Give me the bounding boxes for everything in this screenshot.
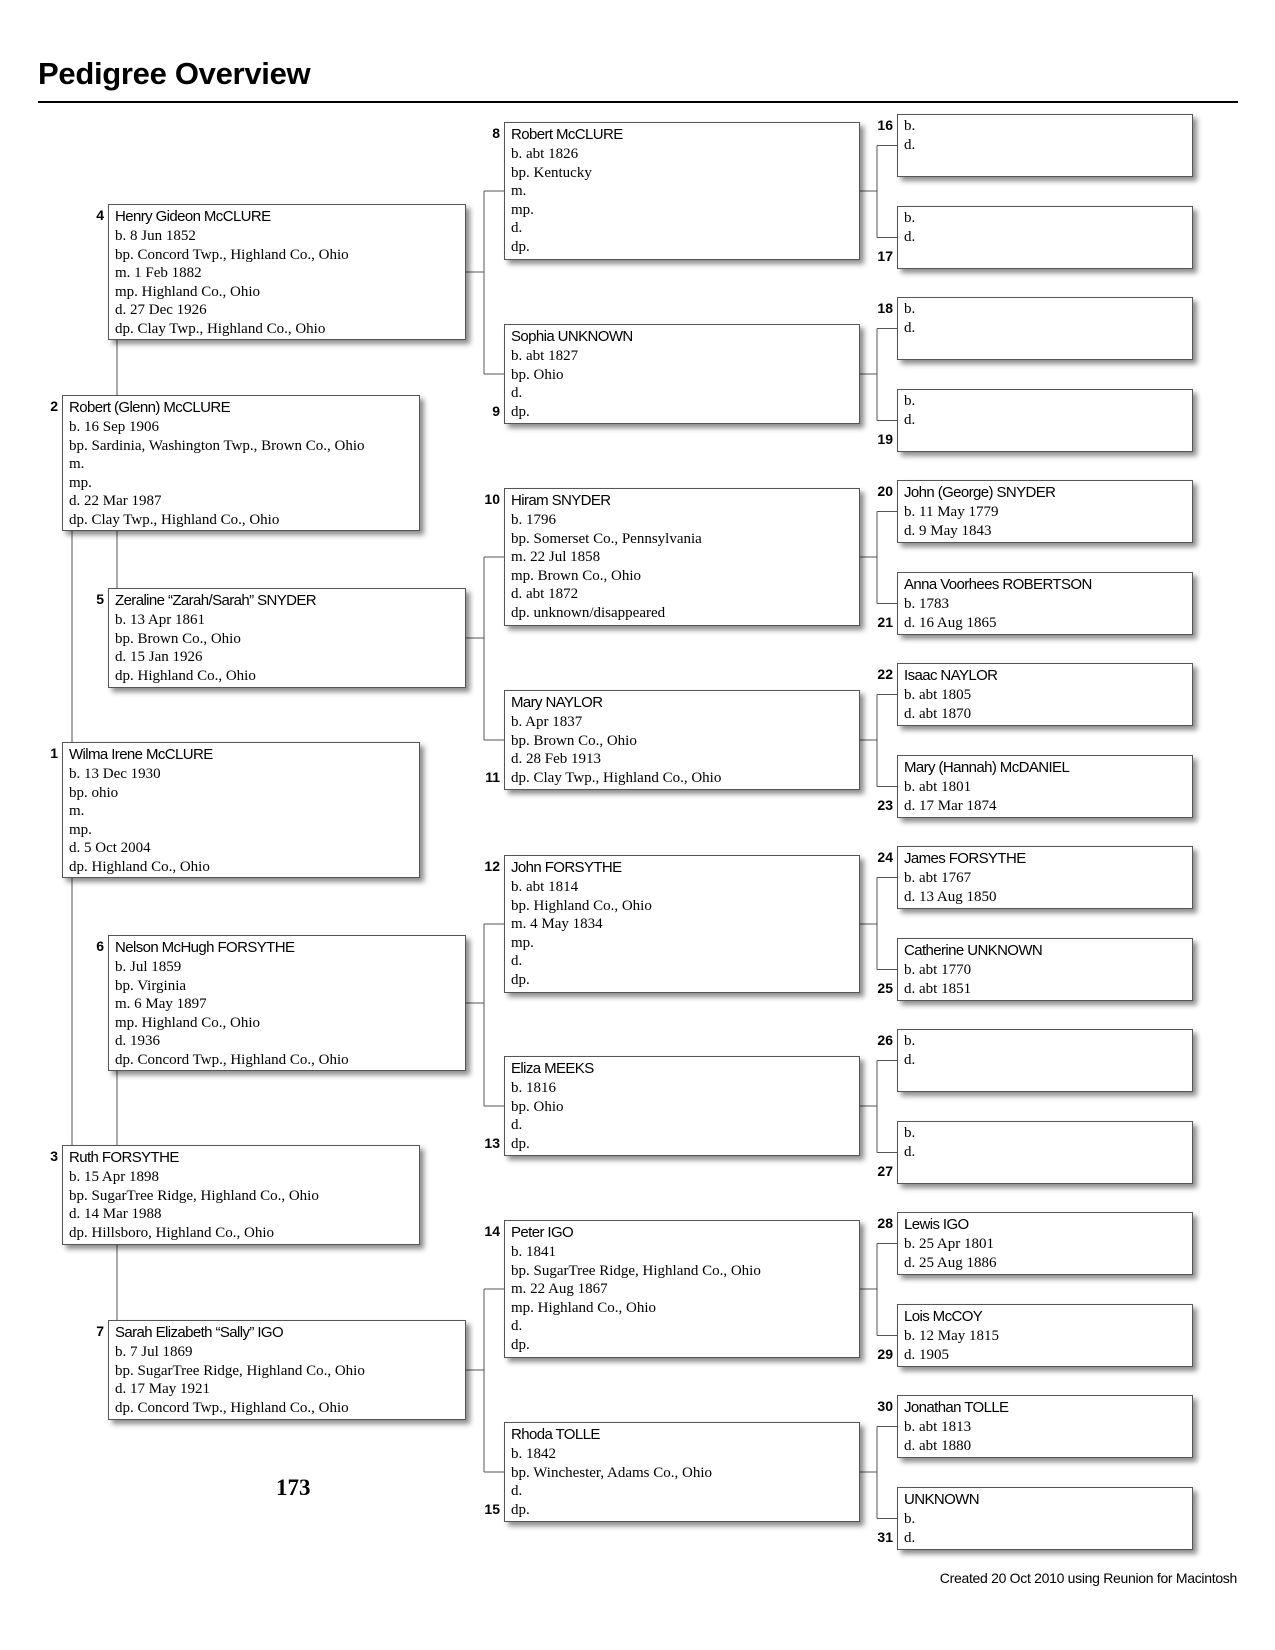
person-number: 8	[492, 125, 500, 141]
person-number: 1	[50, 745, 58, 761]
person-name: Eliza MEEKS	[511, 1060, 594, 1077]
person-name: John (George) SNYDER	[904, 484, 1056, 501]
person-detail: m.	[511, 183, 527, 199]
person-detail: mp.	[69, 821, 92, 838]
person-detail: b. abt 1801	[904, 779, 972, 795]
person-name: Ruth FORSYTHE	[69, 1149, 179, 1166]
person-detail: b. 25 Apr 1801	[904, 1236, 994, 1252]
person-detail: b. 15 Apr 1898	[69, 1169, 159, 1185]
person-detail: b. 12 May 1815	[904, 1328, 999, 1344]
person-detail: d. abt 1872	[511, 586, 579, 602]
page-title: Pedigree Overview	[38, 56, 311, 91]
person-detail: d.	[511, 1318, 523, 1334]
person-name: Rhoda TOLLE	[511, 1426, 600, 1443]
person-detail: b. 16 Sep 1906	[69, 419, 159, 435]
person-name: Sarah Elizabeth “Sally” IGO	[115, 1324, 284, 1341]
person-number: 24	[877, 849, 893, 865]
person-number: 30	[877, 1398, 893, 1414]
person-detail: bp. Highland Co., Ohio	[511, 897, 652, 914]
person-name: Catherine UNKNOWN	[904, 942, 1043, 959]
person-box-10	[504, 488, 860, 626]
person-detail: mp. Highland Co., Ohio	[115, 1014, 260, 1031]
person-detail: bp. Sardinia, Washington Twp., Brown Co., Ohio	[69, 437, 365, 454]
person-number: 9	[492, 403, 500, 419]
person-number: 19	[877, 431, 893, 447]
person-box-5	[108, 588, 466, 688]
person-detail: mp.	[511, 201, 534, 218]
person-detail: d.	[904, 319, 916, 336]
person-detail: m.	[69, 803, 85, 819]
person-detail: mp.	[69, 474, 92, 491]
person-name: Henry Gideon McCLURE	[115, 208, 271, 225]
person-detail: bp. ohio	[69, 784, 119, 801]
person-detail: d. abt 1851	[904, 980, 972, 997]
person-detail: d. 17 May 1921	[115, 1381, 210, 1397]
person-number: 13	[484, 1135, 500, 1151]
person-detail: dp.	[511, 238, 530, 255]
person-name: Wilma Irene McCLURE	[69, 746, 213, 763]
person-detail: dp.	[511, 403, 530, 420]
person-box-11	[504, 690, 860, 790]
person-number: 27	[877, 1163, 893, 1179]
person-detail: d. 14 Mar 1988	[69, 1206, 162, 1222]
person-detail: d.	[904, 1051, 916, 1068]
person-number: 23	[877, 797, 893, 813]
person-detail: d. abt 1870	[904, 705, 972, 722]
person-number: 12	[484, 858, 500, 874]
person-detail: b. abt 1767	[904, 870, 972, 886]
person-detail: bp. Brown Co., Ohio	[511, 732, 637, 749]
person-detail: dp. Highland Co., Ohio	[115, 667, 256, 684]
person-detail: b. 1816	[511, 1080, 556, 1096]
person-box-19	[897, 389, 1193, 452]
person-box-4	[108, 204, 466, 340]
person-detail: d.	[904, 228, 916, 245]
person-detail: m. 22 Aug 1867	[511, 1281, 608, 1297]
person-detail: bp. SugarTree Ridge, Highland Co., Ohio	[115, 1362, 365, 1379]
person-name: Robert McCLURE	[511, 126, 623, 143]
person-detail: b. abt 1813	[904, 1419, 972, 1435]
person-number: 18	[877, 300, 893, 316]
person-detail: m.	[69, 456, 85, 472]
person-box-13	[504, 1056, 860, 1156]
footer-credit: Created 20 Oct 2010 using Reunion for Macintosh	[939, 1570, 1237, 1586]
person-detail: d.	[511, 220, 523, 236]
person-detail: dp. Concord Twp., Highland Co., Ohio	[115, 1399, 349, 1416]
person-detail: b. Jul 1859	[115, 959, 182, 975]
person-name: Zeraline “Zarah/Sarah” SNYDER	[115, 592, 317, 609]
person-number: 11	[485, 769, 500, 785]
person-detail: m. 4 May 1834	[511, 916, 603, 932]
person-box-21	[897, 572, 1193, 635]
person-detail: b. 11 May 1779	[904, 504, 999, 520]
person-detail: b. 13 Dec 1930	[69, 766, 161, 782]
person-box-25	[897, 938, 1193, 1001]
person-name: Lois McCOY	[904, 1308, 983, 1325]
person-name: Mary NAYLOR	[511, 694, 603, 711]
person-name: Jonathan TOLLE	[904, 1399, 1009, 1416]
person-detail: bp. Ohio	[511, 366, 564, 383]
person-detail: bp. Concord Twp., Highland Co., Ohio	[115, 246, 349, 263]
person-detail: b.	[904, 1033, 916, 1049]
person-detail: d. 25 Aug 1886	[904, 1254, 997, 1271]
person-box-9	[504, 324, 860, 424]
person-detail: b. abt 1826	[511, 146, 579, 162]
person-number: 17	[877, 248, 893, 264]
person-number: 20	[877, 483, 893, 499]
person-detail: d. 16 Aug 1865	[904, 614, 997, 631]
person-number: 31	[877, 1529, 893, 1545]
person-number: 21	[877, 614, 893, 630]
person-box-16	[897, 114, 1193, 177]
person-name: Hiram SNYDER	[511, 492, 611, 509]
person-number: 4	[96, 207, 104, 223]
person-box-6	[108, 935, 466, 1071]
person-name: Lewis IGO	[904, 1216, 969, 1233]
person-detail: d. abt 1880	[904, 1437, 972, 1454]
person-detail: b.	[904, 1511, 916, 1527]
person-name: UNKNOWN	[904, 1491, 979, 1508]
person-detail: b. 7 Jul 1869	[115, 1344, 193, 1360]
person-box-17	[897, 206, 1193, 269]
person-box-14	[504, 1220, 860, 1358]
person-detail: d.	[511, 953, 523, 969]
person-box-28	[897, 1212, 1193, 1275]
person-detail: bp. Virginia	[115, 977, 187, 994]
person-box-29	[897, 1304, 1193, 1367]
person-number: 10	[484, 491, 500, 507]
person-detail: dp. Clay Twp., Highland Co., Ohio	[511, 769, 722, 786]
person-detail: d.	[511, 385, 523, 401]
person-box-7	[108, 1320, 466, 1420]
person-number: 16	[877, 117, 893, 133]
person-detail: dp. unknown/disappeared	[511, 604, 666, 621]
person-detail: bp. Somerset Co., Pennsylvania	[511, 530, 702, 547]
person-detail: b. Apr 1837	[511, 714, 583, 730]
person-detail: b. 1842	[511, 1446, 556, 1462]
person-detail: dp.	[511, 1501, 530, 1518]
person-detail: b.	[904, 210, 916, 226]
person-name: Anna Voorhees ROBERTSON	[904, 576, 1092, 593]
person-detail: dp. Hillsboro, Highland Co., Ohio	[69, 1224, 274, 1241]
person-detail: dp. Clay Twp., Highland Co., Ohio	[69, 511, 280, 528]
person-number: 29	[877, 1346, 893, 1362]
person-number: 25	[877, 980, 893, 996]
person-detail: b.	[904, 118, 916, 134]
person-detail: bp. Brown Co., Ohio	[115, 630, 241, 647]
person-name: James FORSYTHE	[904, 850, 1026, 867]
person-detail: dp. Highland Co., Ohio	[69, 858, 210, 875]
person-detail: b. 13 Apr 1861	[115, 612, 205, 628]
person-detail: dp. Concord Twp., Highland Co., Ohio	[115, 1051, 349, 1068]
person-detail: dp.	[511, 1135, 530, 1152]
person-box-31	[897, 1487, 1193, 1550]
person-detail: d.	[904, 1143, 916, 1160]
person-detail: d.	[904, 136, 916, 153]
person-detail: b. 8 Jun 1852	[115, 228, 196, 244]
person-detail: bp. Ohio	[511, 1098, 564, 1115]
person-box-26	[897, 1029, 1193, 1092]
person-name: Isaac NAYLOR	[904, 667, 998, 684]
person-number: 22	[877, 666, 893, 682]
person-number: 5	[96, 591, 104, 607]
person-detail: b. abt 1805	[904, 687, 972, 703]
person-name: Peter IGO	[511, 1224, 574, 1241]
person-detail: mp. Brown Co., Ohio	[511, 567, 642, 584]
person-detail: m. 6 May 1897	[115, 996, 207, 1012]
person-box-1	[62, 742, 420, 878]
person-detail: d. 27 Dec 1926	[115, 302, 207, 318]
person-name: Nelson McHugh FORSYTHE	[115, 939, 295, 956]
person-detail: b. 1783	[904, 596, 949, 612]
person-box-30	[897, 1395, 1193, 1458]
person-detail: d. 9 May 1843	[904, 522, 992, 539]
person-box-23	[897, 755, 1193, 818]
person-detail: d. 13 Aug 1850	[904, 888, 997, 905]
person-detail: mp. Highland Co., Ohio	[511, 1299, 656, 1316]
person-detail: d. 5 Oct 2004	[69, 840, 151, 856]
person-number: 26	[877, 1032, 893, 1048]
person-detail: d. 15 Jan 1926	[115, 649, 203, 665]
person-number: 28	[877, 1215, 893, 1231]
person-name: Sophia UNKNOWN	[511, 328, 633, 345]
person-detail: b. 1841	[511, 1244, 556, 1260]
person-name: Robert (Glenn) McCLURE	[69, 399, 231, 416]
person-detail: b.	[904, 301, 916, 317]
person-detail: d.	[511, 1117, 523, 1133]
person-box-24	[897, 846, 1193, 909]
person-detail: d.	[904, 1529, 916, 1546]
person-name: John FORSYTHE	[511, 859, 622, 876]
person-number: 7	[96, 1323, 104, 1339]
person-box-20	[897, 480, 1193, 543]
person-box-12	[504, 855, 860, 993]
person-box-2	[62, 395, 420, 531]
person-box-3	[62, 1145, 420, 1245]
person-detail: mp.	[511, 934, 534, 951]
person-detail: b. 1796	[511, 512, 556, 528]
person-detail: bp. Winchester, Adams Co., Ohio	[511, 1464, 712, 1481]
person-detail: d. 28 Feb 1913	[511, 751, 601, 767]
person-detail: dp.	[511, 1336, 530, 1353]
person-number: 6	[96, 938, 104, 954]
person-number: 14	[484, 1223, 500, 1239]
person-detail: b. abt 1770	[904, 962, 972, 978]
person-detail: b.	[904, 393, 916, 409]
person-detail: mp. Highland Co., Ohio	[115, 283, 260, 300]
person-box-8	[504, 122, 860, 260]
person-box-18	[897, 297, 1193, 360]
person-number: 3	[50, 1148, 58, 1164]
page-number: 173	[276, 1475, 311, 1500]
person-detail: d.	[904, 411, 916, 428]
person-detail: d.	[511, 1483, 523, 1499]
person-detail: d. 1936	[115, 1033, 160, 1049]
person-number: 15	[484, 1501, 500, 1517]
person-detail: b. abt 1814	[511, 879, 579, 895]
person-detail: bp. SugarTree Ridge, Highland Co., Ohio	[69, 1187, 319, 1204]
person-detail: d. 1905	[904, 1346, 949, 1363]
person-box-22	[897, 663, 1193, 726]
person-detail: b. abt 1827	[511, 348, 579, 364]
person-detail: b.	[904, 1125, 916, 1141]
person-name: Mary (Hannah) McDANIEL	[904, 759, 1070, 776]
person-detail: bp. SugarTree Ridge, Highland Co., Ohio	[511, 1262, 761, 1279]
person-detail: m. 22 Jul 1858	[511, 549, 601, 565]
person-detail: d. 22 Mar 1987	[69, 493, 162, 509]
person-number: 2	[50, 398, 58, 414]
person-detail: dp.	[511, 971, 530, 988]
person-box-27	[897, 1121, 1193, 1184]
person-box-15	[504, 1422, 860, 1522]
person-detail: dp. Clay Twp., Highland Co., Ohio	[115, 320, 326, 337]
person-detail: m. 1 Feb 1882	[115, 265, 202, 281]
person-detail: bp. Kentucky	[511, 164, 592, 181]
person-detail: d. 17 Mar 1874	[904, 797, 997, 814]
